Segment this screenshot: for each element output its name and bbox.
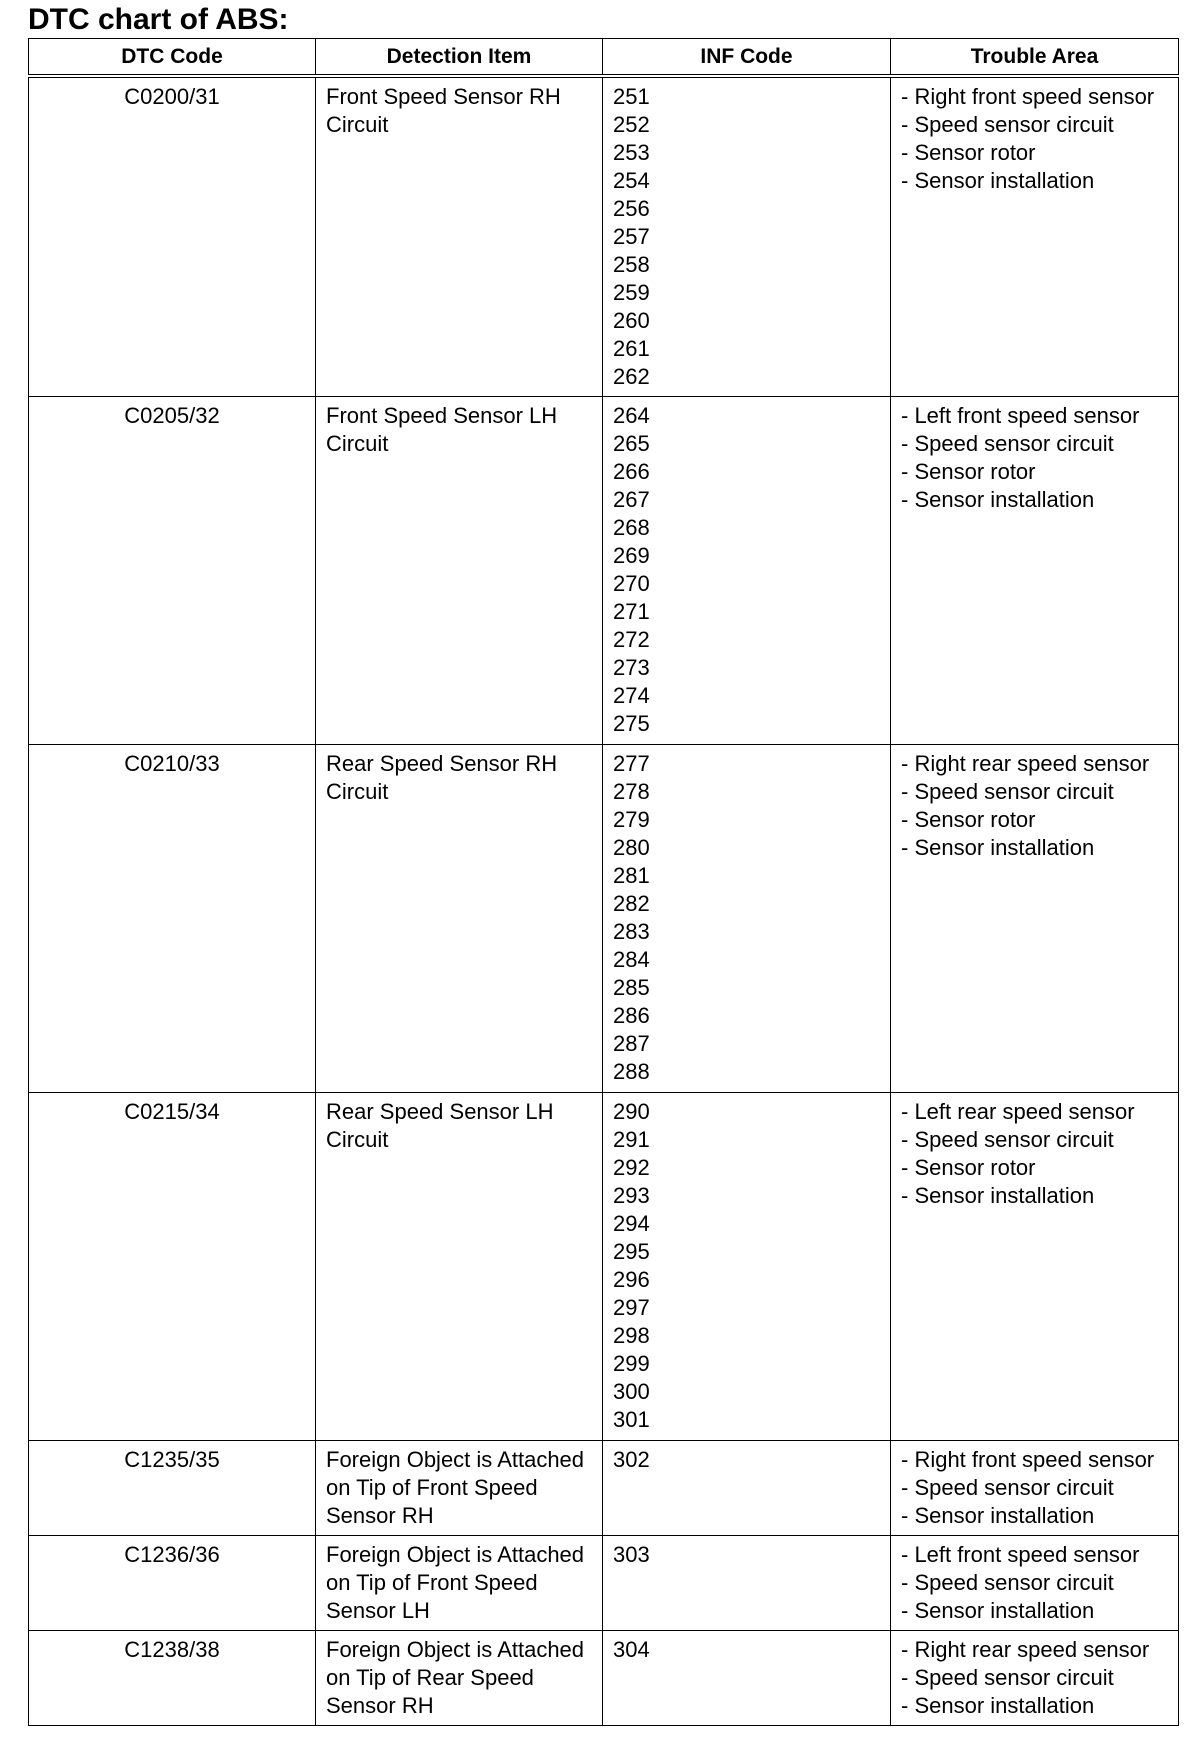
inf-code: 275: [613, 711, 650, 736]
trouble-area-line: - Left front speed sensor: [901, 1542, 1140, 1567]
table-row: [29, 745, 1179, 1093]
inf-code: 281: [613, 863, 650, 888]
table-row: [29, 76, 1179, 397]
inf-code: 253: [613, 140, 650, 165]
detection-item-line: Sensor LH: [326, 1598, 430, 1623]
inf-code: 287: [613, 1031, 650, 1056]
inf-code: 271: [613, 599, 650, 624]
inf-code: 279: [613, 807, 650, 832]
detection-item-line: Circuit: [326, 112, 389, 137]
trouble-area-line: - Right rear speed sensor: [901, 1637, 1150, 1662]
inf-code: 264: [613, 403, 650, 428]
inf-code: 266: [613, 459, 650, 484]
inf-code: 295: [613, 1239, 650, 1264]
detection-item-line: Rear Speed Sensor RH: [326, 751, 558, 776]
trouble-area-line: - Speed sensor circuit: [901, 779, 1114, 804]
trouble-area-cell: [891, 1441, 1179, 1536]
detection-item-line: Front Speed Sensor RH: [326, 84, 561, 109]
dtc-code-cell: C0205/32: [29, 397, 316, 745]
detection-item-line: on Tip of Rear Speed: [326, 1665, 534, 1690]
inf-code-cell: [603, 1631, 891, 1726]
inf-code-cell: [603, 1536, 891, 1631]
inf-code: 262: [613, 364, 650, 389]
detection-item-line: Front Speed Sensor LH: [326, 403, 558, 428]
inf-code: 293: [613, 1183, 650, 1208]
detection-item-line: Foreign Object is Attached: [326, 1447, 585, 1472]
detection-item-cell: [316, 745, 603, 1093]
inf-code-cell: [603, 745, 891, 1093]
detection-item-cell: [316, 1441, 603, 1536]
trouble-area-line: - Left front speed sensor: [901, 403, 1140, 428]
trouble-area-line: - Sensor rotor: [901, 459, 1036, 484]
inf-code: 267: [613, 487, 650, 512]
inf-code: 260: [613, 308, 650, 333]
inf-code: 301: [613, 1407, 650, 1432]
inf-code: 254: [613, 168, 650, 193]
table-row: [29, 1536, 1179, 1631]
table-row: [29, 1441, 1179, 1536]
detection-item-line: Foreign Object is Attached: [326, 1637, 585, 1662]
detection-item-line: on Tip of Front Speed: [326, 1475, 538, 1500]
inf-code: 298: [613, 1323, 650, 1348]
inf-code: 294: [613, 1211, 650, 1236]
detection-item-line: Rear Speed Sensor LH: [326, 1099, 554, 1124]
trouble-area-line: - Right rear speed sensor: [901, 751, 1150, 776]
detection-item-cell: [316, 1631, 603, 1726]
trouble-area-line: - Sensor rotor: [901, 807, 1036, 832]
trouble-area-cell: [891, 745, 1179, 1093]
trouble-area-line: - Sensor installation: [901, 835, 1095, 860]
inf-code: 268: [613, 515, 650, 540]
detection-item-cell: [316, 76, 603, 397]
inf-code-cell: [603, 397, 891, 745]
detection-item-line: Sensor RH: [326, 1503, 434, 1528]
trouble-area-line: - Speed sensor circuit: [901, 1475, 1114, 1500]
inf-code: 303: [613, 1542, 650, 1567]
dtc-code-cell: C1238/38: [29, 1631, 316, 1726]
detection-item-line: Circuit: [326, 1127, 389, 1152]
trouble-area-cell: [891, 1093, 1179, 1441]
detection-item-cell: [316, 397, 603, 745]
header-inf-code: INF Code: [603, 39, 891, 77]
trouble-area-cell: [891, 76, 1179, 397]
trouble-area-line: - Sensor rotor: [901, 140, 1036, 165]
inf-code-cell: [603, 1093, 891, 1441]
inf-code: 285: [613, 975, 650, 1000]
trouble-area-cell: [891, 1536, 1179, 1631]
inf-code-cell: [603, 1441, 891, 1536]
inf-code: 296: [613, 1267, 650, 1292]
trouble-area-line: - Sensor rotor: [901, 1155, 1036, 1180]
table-row: [29, 397, 1179, 745]
trouble-area-cell: [891, 397, 1179, 745]
header-detection-item: Detection Item: [316, 39, 603, 77]
inf-code: 251: [613, 84, 650, 109]
dtc-code-cell: C1235/35: [29, 1441, 316, 1536]
trouble-area-line: - Left rear speed sensor: [901, 1099, 1135, 1124]
trouble-area-line: - Speed sensor circuit: [901, 1665, 1114, 1690]
table-header-row: [29, 39, 1179, 77]
trouble-area-line: - Right front speed sensor: [901, 84, 1155, 109]
inf-code: 274: [613, 683, 650, 708]
trouble-area-line: - Speed sensor circuit: [901, 1570, 1114, 1595]
inf-code-cell: [603, 76, 891, 397]
trouble-area-line: - Right front speed sensor: [901, 1447, 1155, 1472]
page-title: DTC chart of ABS:: [28, 3, 289, 36]
trouble-area-line: - Speed sensor circuit: [901, 431, 1114, 456]
dtc-code-cell: C0215/34: [29, 1093, 316, 1441]
detection-item-line: on Tip of Front Speed: [326, 1570, 538, 1595]
detection-item-line: Circuit: [326, 431, 389, 456]
inf-code: 256: [613, 196, 650, 221]
inf-code: 304: [613, 1637, 650, 1662]
inf-code: 258: [613, 252, 650, 277]
header-dtc-code: DTC Code: [29, 39, 316, 77]
inf-code: 297: [613, 1295, 650, 1320]
dtc-table: [28, 38, 1179, 1726]
inf-code: 284: [613, 947, 650, 972]
inf-code: 282: [613, 891, 650, 916]
detection-item-line: Foreign Object is Attached: [326, 1542, 585, 1567]
inf-code: 302: [613, 1447, 650, 1472]
trouble-area-line: - Sensor installation: [901, 1183, 1095, 1208]
header-trouble-area: Trouble Area: [891, 39, 1179, 77]
inf-code: 273: [613, 655, 650, 680]
inf-code: 277: [613, 751, 650, 776]
detection-item-cell: [316, 1536, 603, 1631]
inf-code: 280: [613, 835, 650, 860]
inf-code: 288: [613, 1059, 650, 1084]
trouble-area-line: - Sensor installation: [901, 1598, 1095, 1623]
inf-code: 283: [613, 919, 650, 944]
trouble-area-line: - Speed sensor circuit: [901, 112, 1114, 137]
dtc-code-cell: C1236/36: [29, 1536, 316, 1631]
trouble-area-line: - Speed sensor circuit: [901, 1127, 1114, 1152]
detection-item-cell: [316, 1093, 603, 1441]
inf-code: 286: [613, 1003, 650, 1028]
dtc-code-cell: C0200/31: [29, 76, 316, 397]
inf-code: 300: [613, 1379, 650, 1404]
detection-item-line: Circuit: [326, 779, 389, 804]
trouble-area-line: - Sensor installation: [901, 1693, 1095, 1718]
trouble-area-line: - Sensor installation: [901, 168, 1095, 193]
detection-item-line: Sensor RH: [326, 1693, 434, 1718]
inf-code: 259: [613, 280, 650, 305]
trouble-area-line: - Sensor installation: [901, 1503, 1095, 1528]
inf-code: 272: [613, 627, 650, 652]
inf-code: 291: [613, 1127, 650, 1152]
inf-code: 257: [613, 224, 650, 249]
inf-code: 265: [613, 431, 650, 456]
inf-code: 290: [613, 1099, 650, 1124]
inf-code: 269: [613, 543, 650, 568]
inf-code: 252: [613, 112, 650, 137]
inf-code: 270: [613, 571, 650, 596]
table-row: [29, 1093, 1179, 1441]
trouble-area-cell: [891, 1631, 1179, 1726]
inf-code: 278: [613, 779, 650, 804]
trouble-area-line: - Sensor installation: [901, 487, 1095, 512]
dtc-code-cell: C0210/33: [29, 745, 316, 1093]
table-row: [29, 1631, 1179, 1726]
inf-code: 292: [613, 1155, 650, 1180]
inf-code: 261: [613, 336, 650, 361]
inf-code: 299: [613, 1351, 650, 1376]
